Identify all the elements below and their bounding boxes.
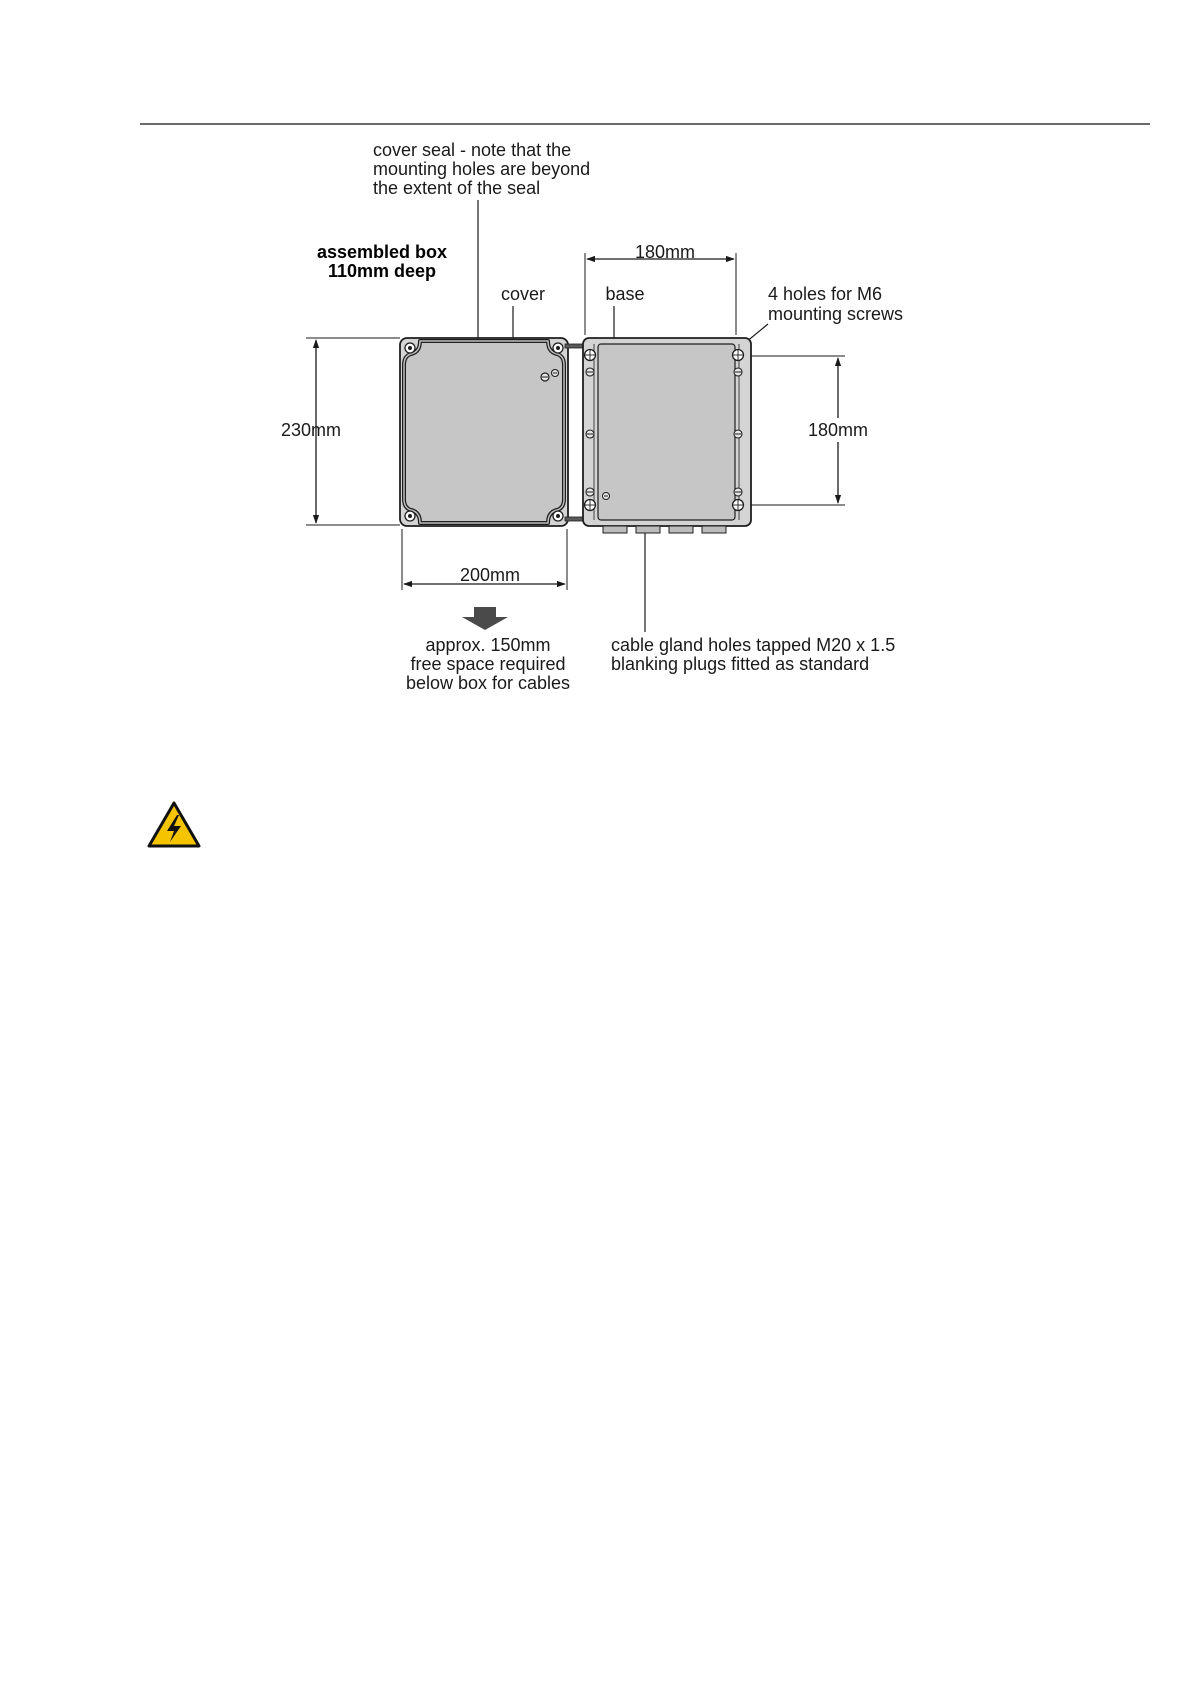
seal-note-line-1: cover seal - note that the — [373, 140, 572, 160]
cover-corner-hole-center — [408, 514, 412, 518]
free-space-note-line-1: approx. 150mm — [425, 635, 551, 655]
holes-note-line-1: 4 holes for M6 — [768, 284, 883, 304]
cover-seal — [404, 341, 564, 523]
height-dimension: 230mm — [280, 420, 342, 440]
figure-title-line-1: assembled box — [316, 242, 448, 262]
base-label: base — [605, 284, 645, 304]
cable-gland-note-line-1: cable gland holes tapped M20 x 1.5 — [611, 635, 896, 655]
cable-gland-note-line-2: blanking plugs fitted as standard — [611, 654, 870, 674]
figure-title-line-2: 110mm deep — [327, 261, 437, 281]
seal-note — [373, 140, 590, 198]
cable-gland — [603, 526, 627, 533]
cover-label: cover — [500, 284, 546, 304]
seal-note-line-3: the extent of the seal — [373, 178, 541, 198]
hinge-top — [565, 344, 585, 348]
base-width-dimension: 180mm — [634, 242, 696, 262]
base-inner-panel — [598, 344, 735, 520]
cable-gland-note — [611, 635, 895, 674]
hinge-bottom — [565, 517, 585, 521]
electrical-hazard-icon — [146, 800, 202, 850]
free-space-note — [406, 635, 570, 693]
free-space-arrow — [462, 607, 508, 630]
cable-gland — [702, 526, 726, 533]
free-space-note-line-2: free space required — [410, 654, 566, 674]
seal-note-line-2: mounting holes are beyond — [373, 159, 591, 179]
cable-gland — [669, 526, 693, 533]
cover-corner-hole-center — [556, 346, 560, 350]
cover-corner-hole-center — [408, 346, 412, 350]
cover-width-dimension: 200mm — [459, 565, 521, 585]
holes-note-line-2: mounting screws — [768, 304, 904, 324]
cable-gland — [636, 526, 660, 533]
base-panel — [583, 338, 751, 533]
cover-panel — [400, 338, 568, 526]
hole-spacing-dimension: 180mm — [807, 420, 869, 440]
free-space-note-line-3: below box for cables — [405, 673, 571, 693]
cover-corner-hole-center — [556, 514, 560, 518]
